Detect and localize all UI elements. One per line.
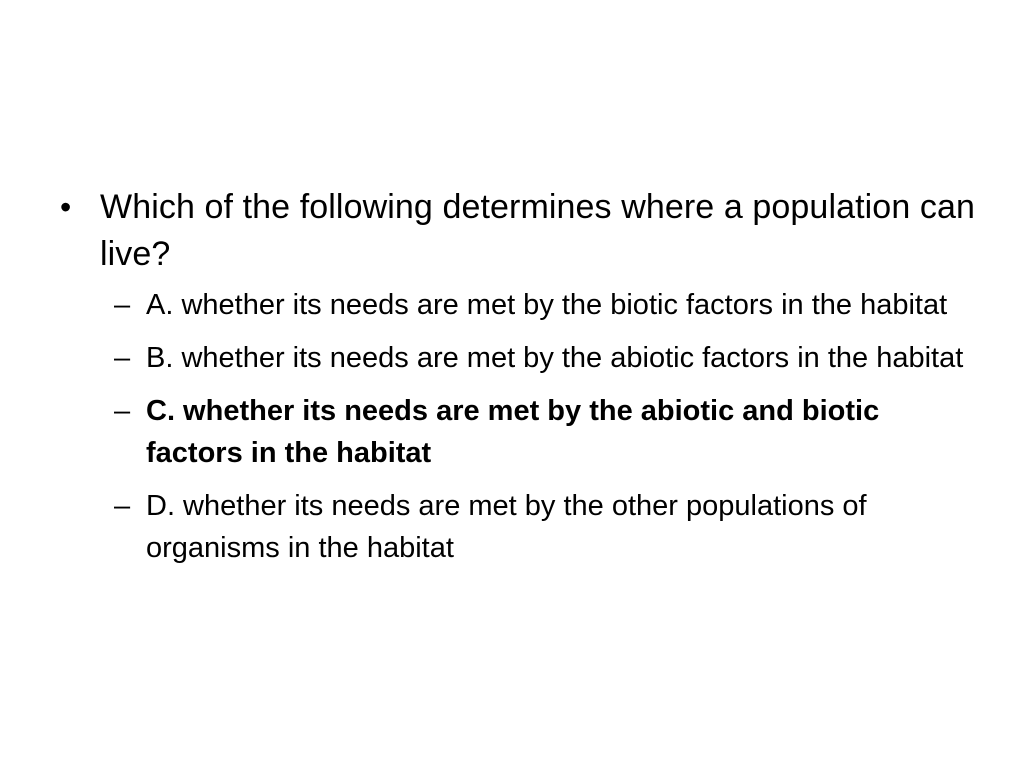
question-bullet bbox=[56, 184, 976, 278]
bullet-icon: • bbox=[60, 189, 72, 225]
dash-icon: – bbox=[114, 490, 131, 522]
answer-option-c bbox=[114, 390, 976, 474]
dash-icon: – bbox=[114, 395, 131, 427]
slide-content bbox=[56, 184, 976, 580]
answer-list bbox=[56, 284, 976, 569]
answer-option-a bbox=[114, 284, 976, 326]
dash-icon: – bbox=[114, 289, 131, 321]
answer-option-d bbox=[114, 485, 976, 569]
answer-text: D. whether its needs are met by the other populations of organisms in the habitat bbox=[146, 490, 867, 564]
dash-icon: – bbox=[114, 342, 131, 374]
answer-text: C. whether its needs are met by the abiotic and biotic factors in the habitat bbox=[146, 395, 880, 469]
question-text: Which of the following determines where a population can live? bbox=[100, 188, 975, 273]
answer-text: A. whether its needs are met by the biotic factors in the habitat bbox=[146, 289, 948, 321]
answer-option-b bbox=[114, 337, 976, 379]
answer-text: B. whether its needs are met by the abiotic factors in the habitat bbox=[146, 342, 964, 374]
